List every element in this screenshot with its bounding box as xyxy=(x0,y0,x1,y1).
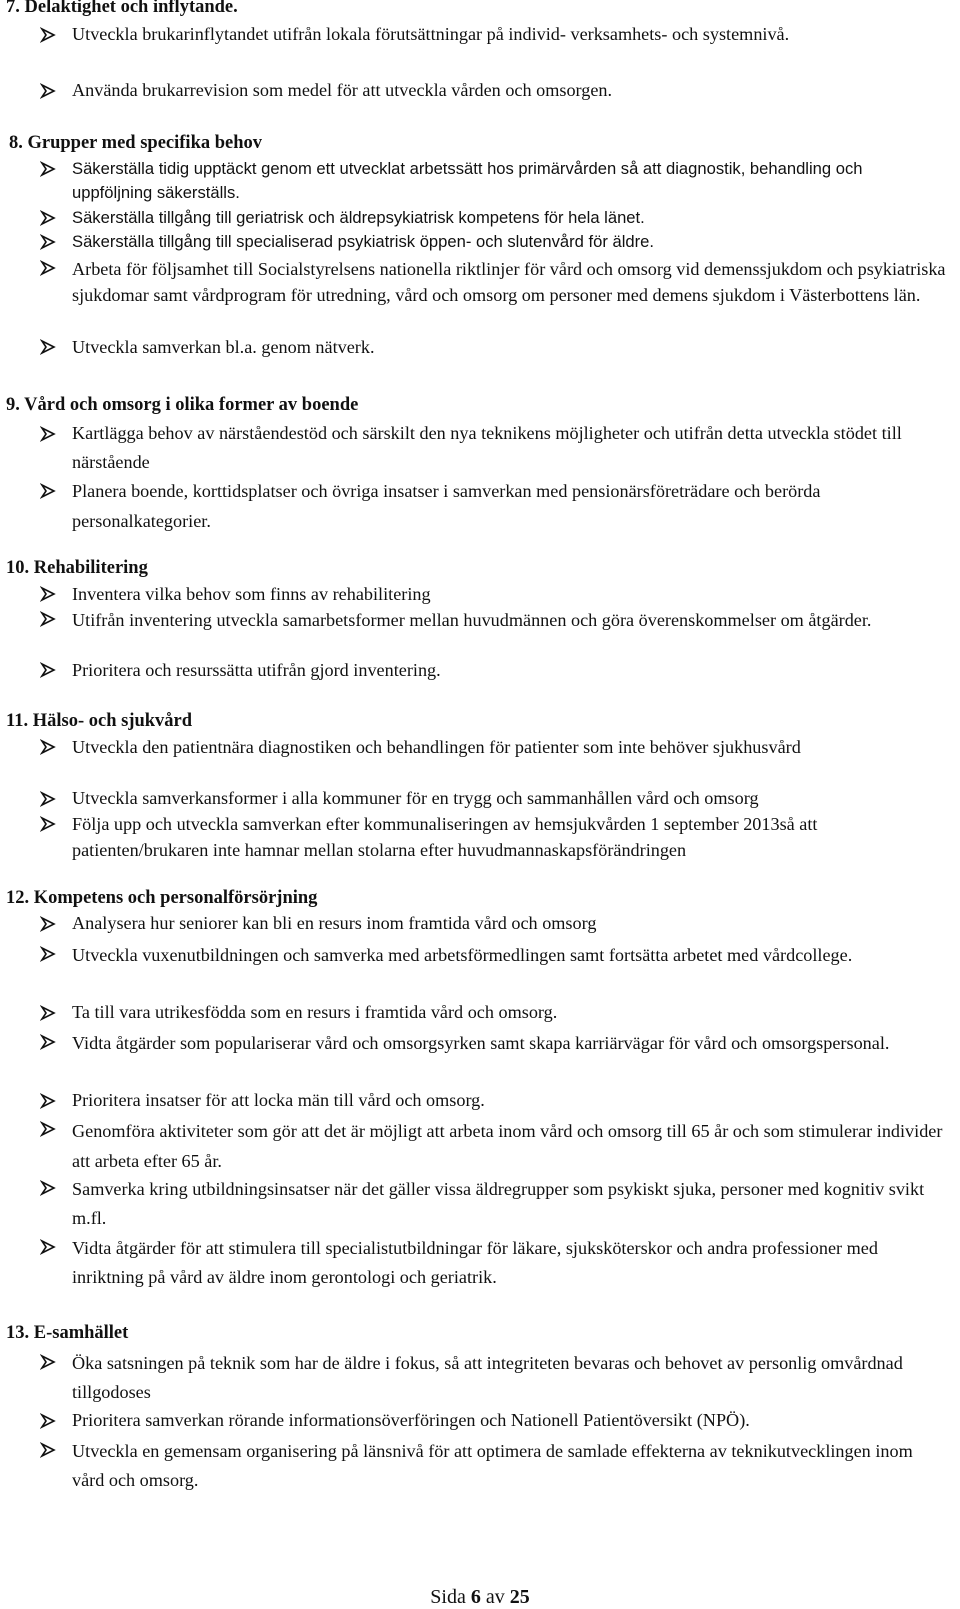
arrow-bullet-icon xyxy=(40,816,56,832)
arrow-bullet-icon xyxy=(40,1239,56,1255)
arrow-bullet-icon xyxy=(40,161,56,177)
arrow-bullet-icon xyxy=(40,339,56,355)
list-item-text: Säkerställa tillgång till specialiserad psykiatrisk öppen- och slutenvård för äldre. xyxy=(72,232,654,251)
arrow-bullet-icon xyxy=(40,946,56,962)
arrow-bullet-icon xyxy=(40,916,56,932)
arrow-bullet-icon xyxy=(40,791,56,807)
list-item-text: Utveckla samverkansformer i alla kommuner för en trygg och sammanhållen vård och omsorg xyxy=(72,788,759,808)
list-item-text: Prioritera insatser för att locka män till vård och omsorg. xyxy=(72,1090,485,1110)
arrow-bullet-icon xyxy=(40,1005,56,1021)
list-item-text: Säkerställa tillgång till geriatrisk och äldrepsykiatrisk kompetens för hela länet. xyxy=(72,208,645,227)
arrow-bullet-icon xyxy=(40,1121,56,1137)
section-heading: 9. Vård och omsorg i olika former av boende xyxy=(6,395,359,415)
list-item-text: Utveckla samverkan bl.a. genom nätverk. xyxy=(72,337,375,357)
list-item-text: Vidta åtgärder som populariserar vård och omsorgsyrken samt skapa karriärvägar för vård och omsorgspersonal. xyxy=(72,1033,890,1053)
arrow-bullet-icon xyxy=(40,739,56,755)
arrow-bullet-icon xyxy=(40,611,56,627)
list-item-text: Säkerställa tidig upptäckt genom ett utvecklat arbetssätt hos primärvården så att diagnostik, behandling och uppföljning säkerställs. xyxy=(72,159,863,202)
section-heading: 11. Hälso- och sjukvård xyxy=(6,711,193,731)
list-item-text: Utveckla vuxenutbildningen och samverka med arbetsförmedlingen samt fortsätta arbetet med vårdcollege. xyxy=(72,945,853,965)
list-item-text: Utveckla den patientnära diagnostiken och behandlingen för patienter som inte behöver sjukhusvård xyxy=(72,737,801,757)
list-item-text: Använda brukarrevision som medel för att utveckla vården och omsorgen. xyxy=(72,80,613,100)
arrow-bullet-icon xyxy=(40,426,56,442)
list-item-text: Genomföra aktiviteter som gör att det är möjligt att arbeta inom vård och omsorg till 65 år och som stimulerar individer att arbeta efter 65 år. xyxy=(72,1121,943,1171)
arrow-bullet-icon xyxy=(40,234,56,250)
section-heading: 13. E-samhället xyxy=(6,1323,129,1343)
list-item-text: Öka satsningen på teknik som har de äldre i fokus, så att integriteten bevaras och behovet av personlig omvårdnad tillgodoses xyxy=(72,1353,903,1402)
footer-prefix: Sida xyxy=(430,1586,466,1608)
list-item-text: Ta till vara utrikesfödda som en resurs i framtida vård och omsorg. xyxy=(72,1002,558,1022)
list-item-text: Utveckla brukarinflytandet utifrån lokala förutsättningar på individ- verksamhets- och systemnivå. xyxy=(72,24,790,44)
arrow-bullet-icon xyxy=(40,1093,56,1109)
section-heading: 10. Rehabilitering xyxy=(6,558,148,578)
list-item-text: Samverka kring utbildningsinsatser när det gäller vissa äldregrupper som psykiskt sjuka, personer med kognitiv svikt m.fl. xyxy=(72,1179,925,1228)
arrow-bullet-icon xyxy=(40,586,56,602)
arrow-bullet-icon xyxy=(40,1034,56,1050)
arrow-bullet-icon xyxy=(40,83,56,99)
section-heading: 7. Delaktighet och inflytande. xyxy=(6,0,238,17)
arrow-bullet-icon xyxy=(40,1413,56,1429)
arrow-bullet-icon xyxy=(40,260,56,276)
section-heading: 8. Grupper med specifika behov xyxy=(9,133,263,153)
list-item-text: Prioritera samverkan rörande informationsöverföringen och Nationell Patientöversikt (NPÖ). xyxy=(72,1410,750,1430)
section-heading: 12. Kompetens och personalförsörjning xyxy=(6,888,318,908)
list-item-text: Kartlägga behov av närståendestöd och särskilt den nya teknikens möjligheter och utifrån detta utveckla stödet till närstående xyxy=(72,423,902,472)
list-item-text: Analysera hur seniorer kan bli en resurs inom framtida vård och omsorg xyxy=(72,913,597,933)
arrow-bullet-icon xyxy=(40,1354,56,1370)
list-item-text: Prioritera och resurssätta utifrån gjord inventering. xyxy=(72,660,441,680)
list-item-text: Följa upp och utveckla samverkan efter kommunaliseringen av hemsjukvården 1 september 2013så att patienten/brukaren inte hamnar mellan stolarna efter huvudmannaskapsförändringen xyxy=(72,814,818,860)
list-item-text: Arbeta för följsamhet till Socialstyrelsens nationella riktlinjer för vård och omsorg vid demenssjukdom och psykiatriska sjukdomar samt vårdprogram för utredning, vård och omsorg om personer med demens sjukdom i Västerbottens län. xyxy=(72,259,946,305)
list-item-text: Utifrån inventering utveckla samarbetsformer mellan huvudmännen och göra överenskommelser om åtgärder. xyxy=(72,610,872,630)
arrow-bullet-icon xyxy=(40,1442,56,1458)
arrow-bullet-icon xyxy=(40,483,56,499)
page-footer xyxy=(0,1585,960,1609)
arrow-bullet-icon xyxy=(40,662,56,678)
list-item-text: Inventera vilka behov som finns av rehabilitering xyxy=(72,584,431,604)
list-item-text: Utveckla en gemensam organisering på länsnivå för att optimera de samlade effekterna av teknikutvecklingen inom vård och omsorg. xyxy=(72,1441,913,1490)
footer-total-pages: 25 xyxy=(509,1586,530,1608)
footer-current-page: 6 xyxy=(470,1586,481,1608)
list-item-text: Vidta åtgärder för att stimulera till specialistutbildningar för läkare, sjuksköterskor och andra professioner med inriktning på vård av äldre inom gerontologi och geriatrik. xyxy=(72,1238,878,1287)
footer-separator: av xyxy=(485,1586,505,1608)
list-item-text: Planera boende, korttidsplatser och övriga insatser i samverkan med pensionärsföreträdare och berörda personalkategorier. xyxy=(72,481,821,531)
arrow-bullet-icon xyxy=(40,210,56,226)
arrow-bullet-icon xyxy=(40,27,56,43)
arrow-bullet-icon xyxy=(40,1180,56,1196)
